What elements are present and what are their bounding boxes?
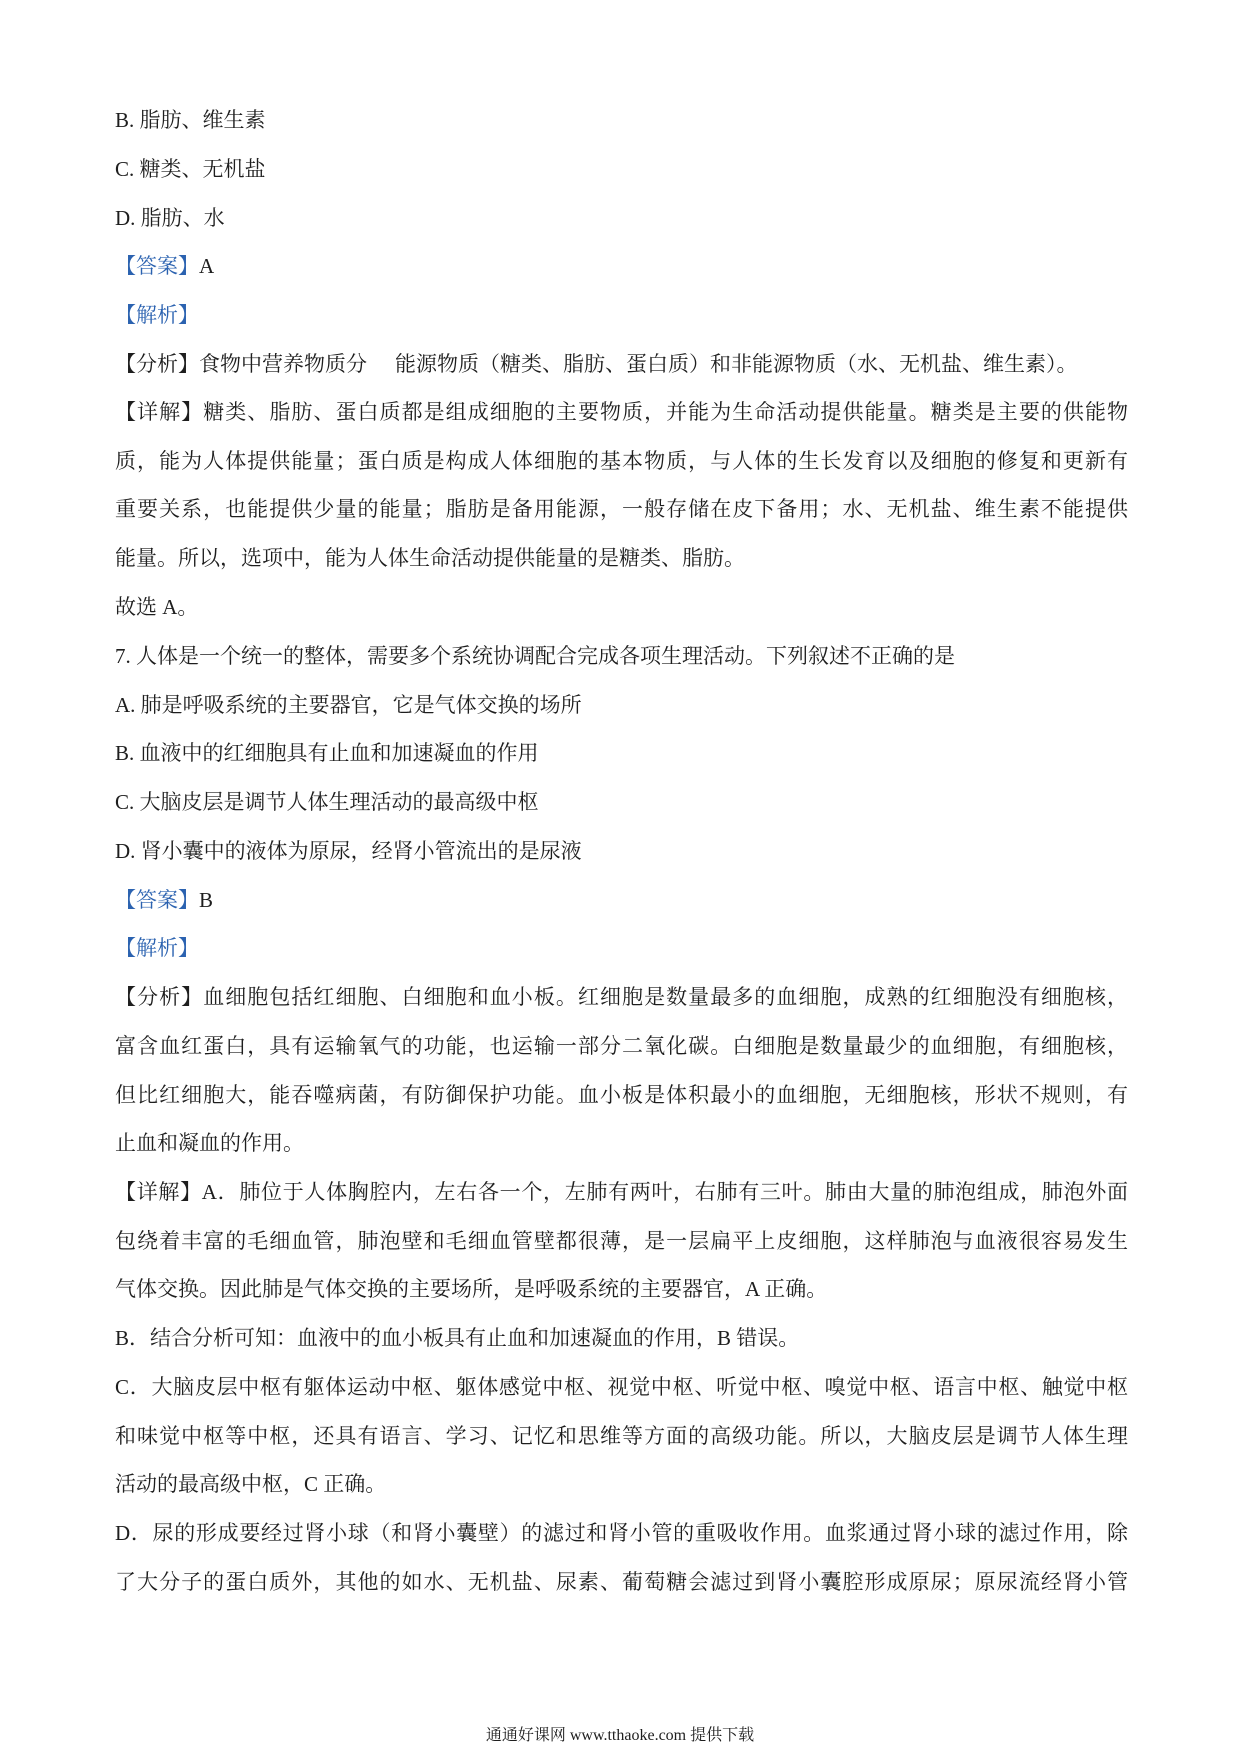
fenxi-text-1: 食物中营养物质分	[199, 352, 367, 376]
q7-option-c: C. 大脑皮层是调节人体生理活动的最高级中枢	[115, 790, 539, 814]
q7-option-a: A. 肺是呼吸系统的主要器官，它是气体交换的场所	[115, 693, 582, 717]
fenxi-text-2: 能源物质（糖类、脂肪、蛋白质）和非能源物质（水、无机盐、维生素）。	[395, 352, 1078, 376]
fenxi-label: 【分析】	[115, 985, 204, 1009]
answer-value: B	[199, 888, 214, 912]
fenxi-label: 【分析】	[115, 352, 199, 376]
analysis-label: 【解析】	[115, 936, 199, 960]
q7-xiangjie-line: C．大脑皮层中枢有躯体运动中枢、躯体感觉中枢、视觉中枢、听觉中枢、嗅觉中枢、语言中枢、触觉中枢	[115, 1375, 1128, 1399]
q6-option-c: C. 糖类、无机盐	[115, 157, 266, 181]
q7-stem: 7. 人体是一个统一的整体，需要多个系统协调配合完成各项生理活动。下列叙述不正确的是	[115, 644, 955, 668]
q7-option-d: D. 肾小囊中的液体为原尿，经肾小管流出的是尿液	[115, 839, 582, 863]
answer-value: A	[199, 254, 215, 278]
q7-fenxi-line: 止血和凝血的作用。	[115, 1131, 304, 1155]
q6-conclusion: 故选 A。	[115, 595, 199, 619]
xiangjie-label: 【详解】	[115, 400, 204, 424]
q6-analysis-heading	[115, 300, 1128, 330]
q6-answer	[115, 251, 1128, 281]
analysis-label: 【解析】	[115, 303, 199, 327]
q6-xiangjie-line: 重要关系，也能提供少量的能量；脂肪是备用能源，一般存储在皮下备用；水、无机盐、维生素不能提供	[115, 497, 1128, 521]
q7-xiangjie-line: 气体交换。因此肺是气体交换的主要场所，是呼吸系统的主要器官，A 正确。	[115, 1277, 828, 1301]
q7-xiangjie-line: B．结合分析可知：血液中的血小板具有止血和加速凝血的作用，B 错误。	[115, 1326, 800, 1350]
q7-analysis-heading	[115, 933, 1128, 963]
q7-fenxi-line: 富含血红蛋白，具有运输氧气的功能，也运输一部分二氧化碳。白细胞是数量最少的血细胞，有细胞核，	[115, 1034, 1128, 1058]
q7-xiangjie-line: 和味觉中枢等中枢，还具有语言、学习、记忆和思维等方面的高级功能。所以，大脑皮层是调节人体生理	[115, 1424, 1128, 1448]
q6-xiangjie-line: 质，能为人体提供能量；蛋白质是构成人体细胞的基本物质，与人体的生长发育以及细胞的修复和更新有	[115, 449, 1128, 473]
answer-label: 【答案】	[115, 888, 199, 912]
xiangjie-text: 糖类、脂肪、蛋白质都是组成细胞的主要物质，并能为生命活动提供能量。糖类是主要的供能物	[203, 400, 1128, 424]
q6-xiangjie-line	[115, 397, 1128, 427]
q7-fenxi-line: 但比红细胞大，能吞噬病菌，有防御保护功能。血小板是体积最小的血细胞，无细胞核，形状不规则，有	[115, 1083, 1128, 1107]
q6-option-b: B. 脂肪、维生素	[115, 108, 266, 132]
fenxi-text: 血细胞包括红细胞、白细胞和血小板。红细胞是数量最多的血细胞，成熟的红细胞没有细胞核，	[203, 985, 1128, 1009]
q7-fenxi-line	[115, 982, 1128, 1012]
q7-xiangjie-line: 活动的最高级中枢，C 正确。	[115, 1472, 387, 1496]
answer-label: 【答案】	[115, 254, 199, 278]
q7-answer	[115, 885, 1128, 915]
xiangjie-text: A．肺位于人体胸腔内，左右各一个，左肺有两叶，右肺有三叶。肺由大量的肺泡组成，肺泡外面	[201, 1180, 1128, 1204]
q7-xiangjie-line	[115, 1177, 1128, 1207]
q7-xiangjie-line: 了大分子的蛋白质外，其他的如水、无机盐、尿素、葡萄糖会滤过到肾小囊腔形成原尿；原尿流经肾小管	[115, 1570, 1128, 1594]
q6-xiangjie-line: 能量。所以，选项中，能为人体生命活动提供能量的是糖类、脂肪。	[115, 546, 745, 570]
page-footer: 通通好课网 www.tthaoke.com 提供下载	[485, 1727, 755, 1744]
q7-xiangjie-line: D．尿的形成要经过肾小球（和肾小囊壁）的滤过和肾小管的重吸收作用。血浆通过肾小球的滤过作用，除	[115, 1521, 1128, 1545]
xiangjie-label: 【详解】	[115, 1180, 202, 1204]
q6-option-d: D. 脂肪、水	[115, 206, 225, 230]
q7-xiangjie-line: 包绕着丰富的毛细血管，肺泡壁和毛细血管壁都很薄，是一层扁平上皮细胞，这样肺泡与血液很容易发生	[115, 1229, 1128, 1253]
q6-fenxi	[115, 349, 1128, 379]
q7-option-b: B. 血液中的红细胞具有止血和加速凝血的作用	[115, 741, 539, 765]
